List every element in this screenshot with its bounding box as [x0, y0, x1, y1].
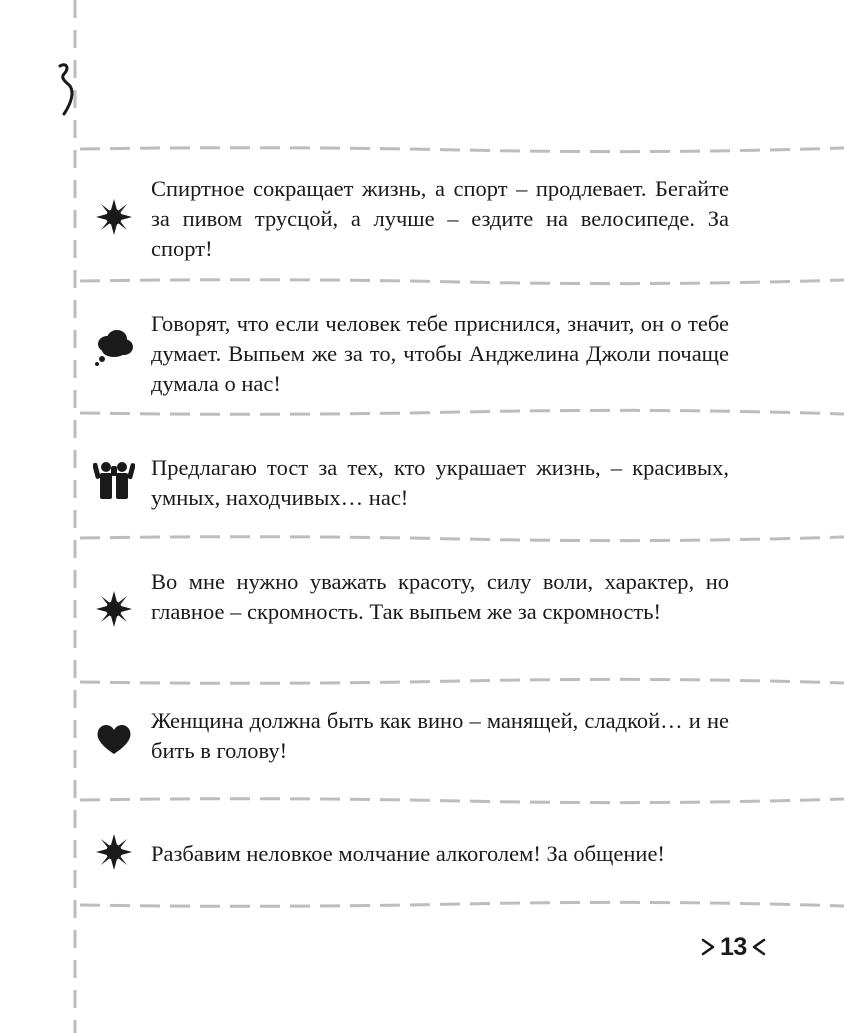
margin-dashed-line [73, 0, 77, 1033]
sun-burst-icon [93, 588, 135, 630]
sun-burst-icon [93, 196, 135, 238]
section-divider [80, 276, 844, 286]
toast-text: Женщина должна быть как вино – манящей, сладкой… и не бить в голову! [151, 708, 729, 763]
section-divider [80, 144, 844, 154]
thought-cloud-icon [93, 326, 135, 368]
heart-icon [93, 718, 135, 760]
section-divider [80, 533, 844, 543]
section-divider [80, 795, 844, 805]
page-number-block [700, 929, 784, 965]
chevron-left-icon [751, 937, 767, 957]
section-divider [80, 677, 844, 687]
toast-text: Говорят, что если человек тебе приснился, значит, он о тебе думает. Выпьем же за то, чтобы Анджелина Джоли почаще думала о нас! [151, 311, 729, 396]
page-number: 13 [720, 932, 747, 961]
section-divider [80, 900, 844, 910]
ornament-squiggle-icon [52, 60, 78, 118]
sun-burst-icon [93, 831, 135, 873]
people-cheering-icon [93, 458, 135, 500]
toast-text: Спиртное сокращает жизнь, а спорт – продлевает. Бегайте за пивом трусцой, а лучше – ездите на велосипеде. За спорт! [151, 176, 729, 261]
toast-text: Разбавим неловкое молчание алкоголем! За общение! [151, 841, 665, 866]
section-divider [80, 408, 844, 418]
toast-text: Предлагаю тост за тех, кто украшает жизнь, – красивых, умных, находчивых… нас! [151, 455, 729, 510]
chevron-right-icon [700, 937, 716, 957]
toast-text: Во мне нужно уважать красоту, силу воли, характер, но главное – скромность. Так выпьем же за скромность! [151, 569, 729, 624]
